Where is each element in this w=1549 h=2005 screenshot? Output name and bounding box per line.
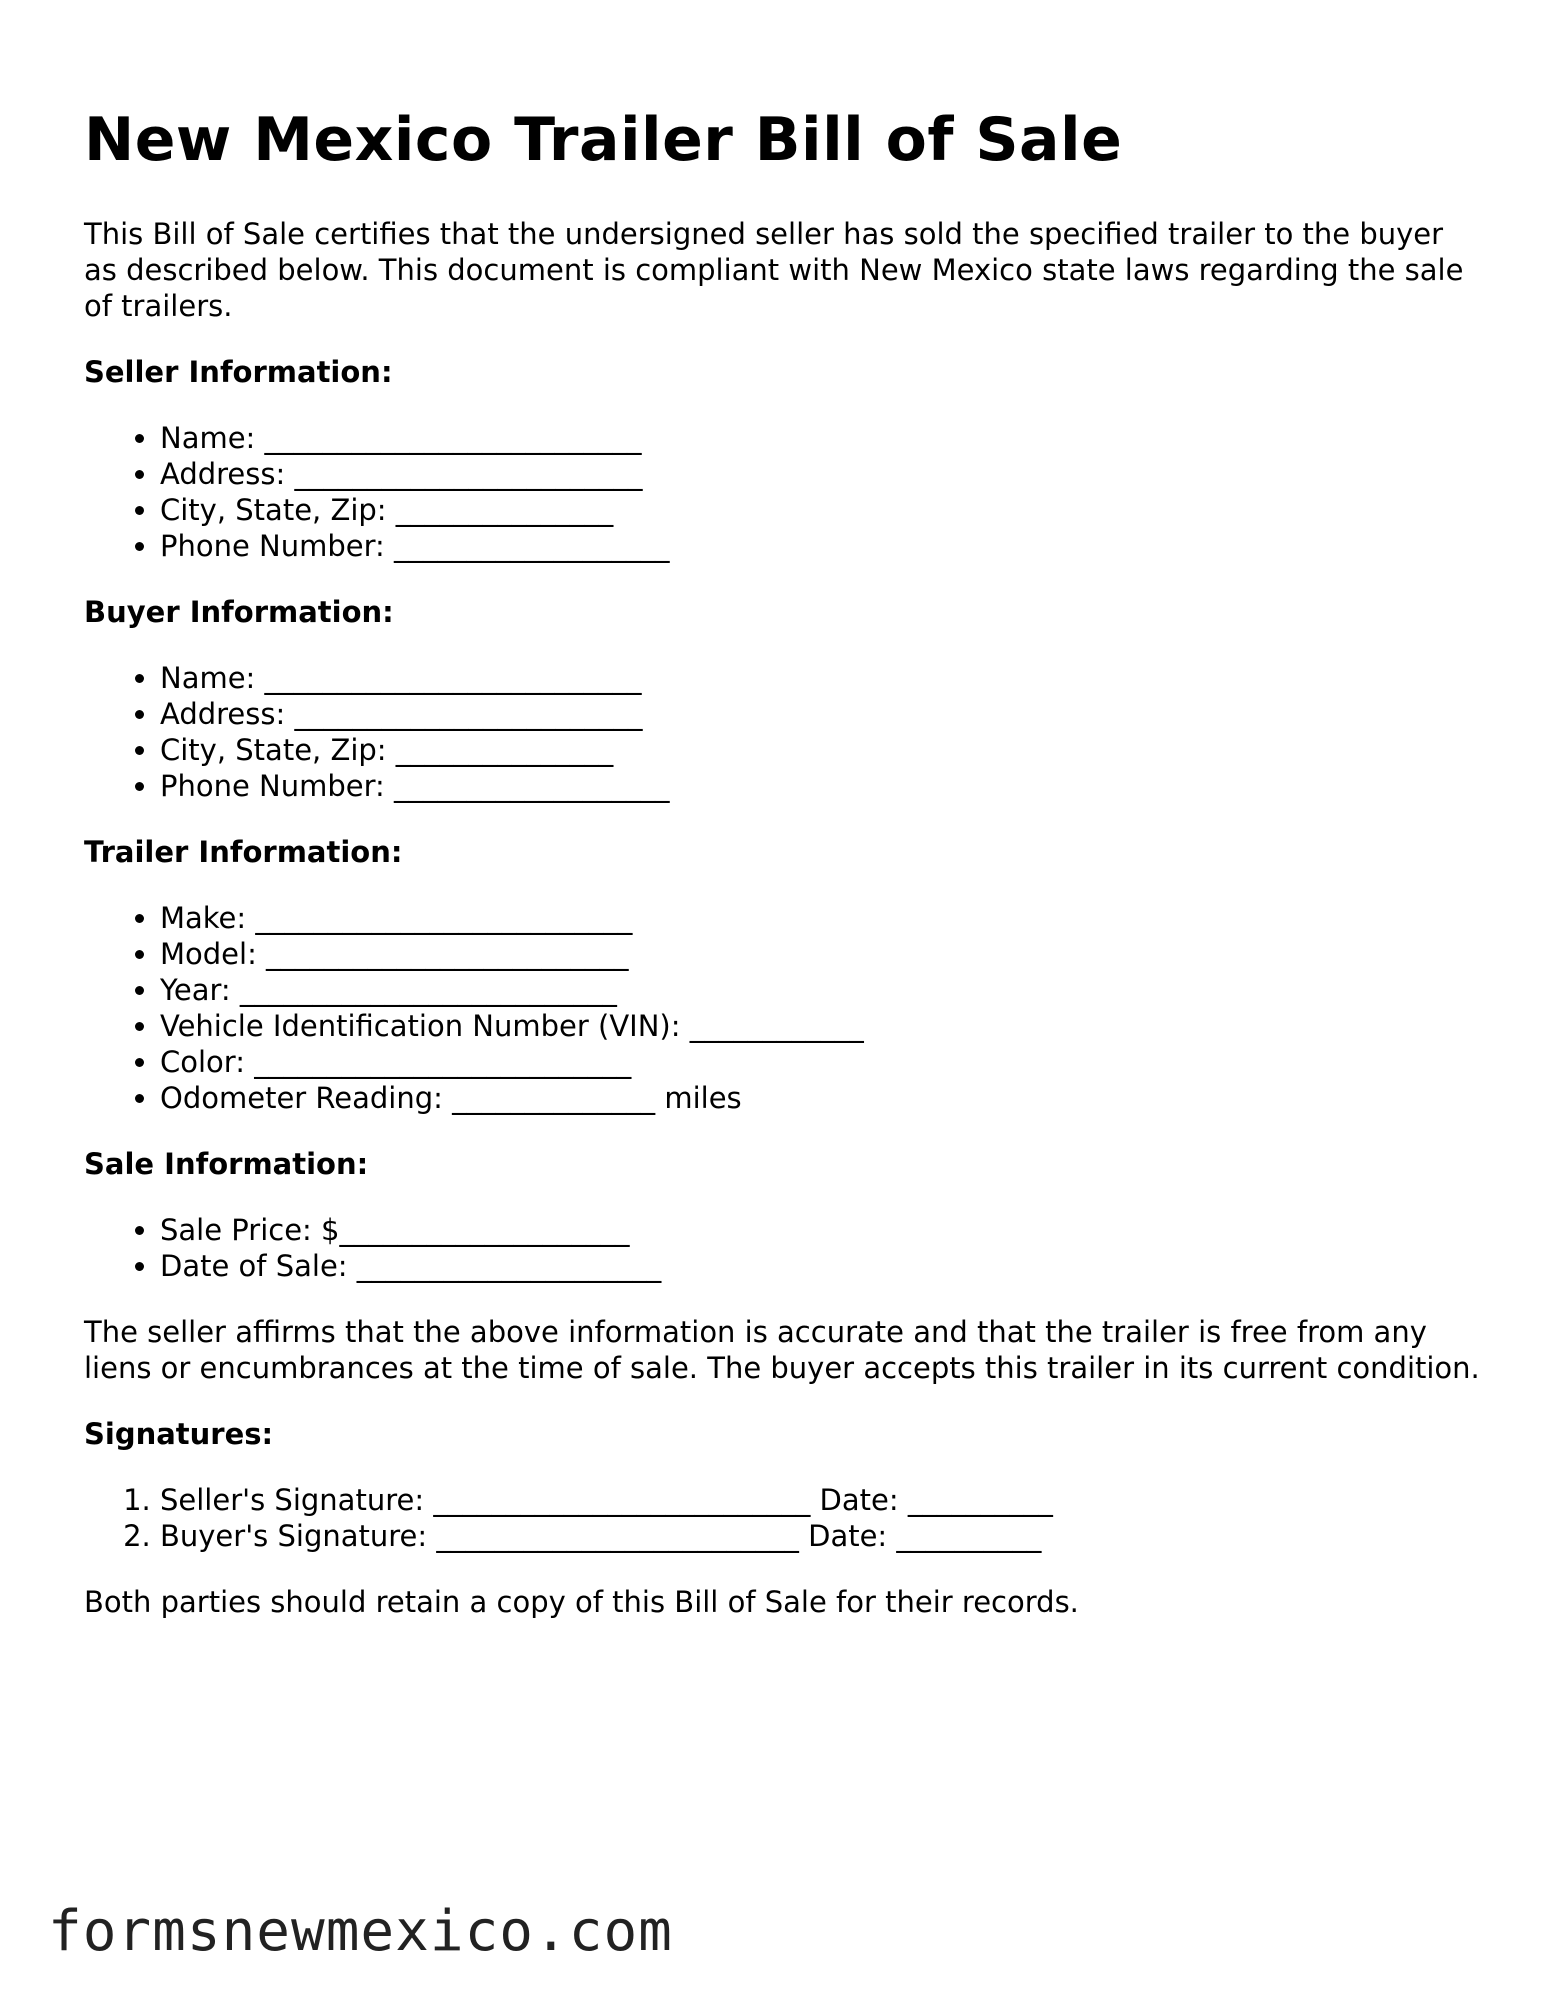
seller-address-field: • Address: ________________________ [160, 456, 1484, 492]
seller-phone-field: • Phone Number: ___________________ [160, 528, 1484, 564]
seller-heading: Seller Information: [84, 355, 393, 389]
document-page [84, 104, 1484, 1650]
buyer-heading: Buyer Information: [84, 595, 394, 629]
site-watermark: formsnewmexico.com [48, 1899, 673, 1964]
buyer-phone-field: • Phone Number: ___________________ [160, 768, 1484, 804]
signatures-heading: Signatures: [84, 1417, 274, 1451]
trailer-year-field: • Year: __________________________ [160, 972, 1484, 1008]
trailer-color-field: • Color: __________________________ [160, 1044, 1484, 1080]
trailer-odometer-field: • Odometer Reading: ______________ miles [160, 1080, 1484, 1116]
sale-list [84, 1212, 1484, 1284]
seller-city-state-zip-field: • City, State, Zip: _______________ [160, 492, 1484, 528]
sale-date-field: • Date of Sale: _____________________ [160, 1248, 1484, 1284]
affirmation-paragraph: The seller affirms that the above information is accurate and that the trailer is free from any liens or encumbrances at the time of sale. The buyer accepts this trailer in its current condition. [84, 1315, 1480, 1385]
sale-price-field: • Sale Price: $____________________ [160, 1212, 1484, 1248]
closing-paragraph: Both parties should retain a copy of this Bill of Sale for their records. [84, 1585, 1079, 1619]
seller-list [84, 420, 1484, 564]
intro-paragraph: This Bill of Sale certifies that the undersigned seller has sold the specified trailer to the buyer as described below. This document is compliant with New Mexico state laws regarding the sale of trailers. [84, 217, 1464, 323]
signatures-list [84, 1482, 1484, 1554]
document-title: New Mexico Trailer Bill of Sale [84, 105, 1123, 175]
seller-name-field: • Name: __________________________ [160, 420, 1484, 456]
trailer-model-field: • Model: _________________________ [160, 936, 1484, 972]
seller-signature-line: 1. Seller's Signature: __________________________ Date: __________ [160, 1482, 1484, 1518]
buyer-address-field: • Address: ________________________ [160, 696, 1484, 732]
buyer-list [84, 660, 1484, 804]
buyer-name-field: • Name: __________________________ [160, 660, 1484, 696]
buyer-signature-line: 2. Buyer's Signature: _________________________ Date: __________ [160, 1518, 1484, 1554]
trailer-heading: Trailer Information: [84, 835, 403, 869]
trailer-list [84, 900, 1484, 1116]
buyer-city-state-zip-field: • City, State, Zip: _______________ [160, 732, 1484, 768]
sale-heading: Sale Information: [84, 1147, 369, 1181]
trailer-make-field: • Make: __________________________ [160, 900, 1484, 936]
trailer-vin-field: • Vehicle Identification Number (VIN): ____________ [160, 1008, 1484, 1044]
